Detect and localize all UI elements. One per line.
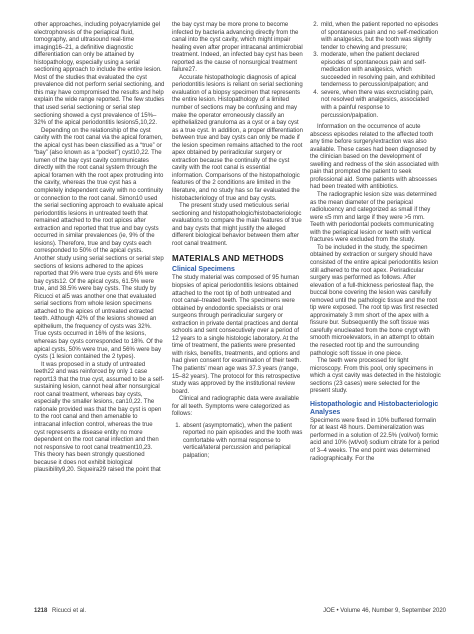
paragraph: other approaches, including polyacrylamide gel electrophoresis of the periapical fluid, tomography, and ultrasound real-time imaging16–21, a definitive diagnostic differentiation can only be attained by histopathology, especially using a serial sectioning approach to include the entire lesion. Most of the studies that evaluated the cyst prevalence did not perform serial sectioning, and this may have compromised the results and help explain the wide range reported. The few studies that used serial sectioning or serial step sectioning showed a cyst prevalence of 15%–32% of the apical periodontitis lesions5,10,22.: [34, 22, 165, 127]
footer-journal-info: JOE • Volume 46, Number 9, September 2020: [323, 608, 446, 614]
running-author: Ricucci et al.: [52, 608, 87, 614]
left-column: [34, 22, 165, 475]
paragraph: The radiographic lesion size was determined as the mean diameter of the periapical radiolucency and categorized as small if they were ≤5 mm and large if they were >5 mm. Teeth with periodontal pockets communicating with the periapical lesion or teeth with vertical fractures were excluded from the study.: [310, 192, 437, 244]
list-item: 3. moderate, when the patient declared episodes of spontaneous pain and self-medication with analgesics, which succeeded in resolving pain, and exhibited tenderness to percussion/palpation; and: [320, 52, 441, 90]
paragraph: The present study used meticulous serial sectioning and histopathologic/histobacteriologic evaluations to compare the main features of true and bay cysts that might justify the alleged different biological behavior between them after root canal treatment.: [172, 203, 302, 247]
paragraph: the bay cyst may be more prone to become infected by bacteria advancing directly from the canal into the cyst cavity, which might impair healing even after proper intracanal antimicrobial treatment. Indeed, an infected bay cyst has been reported as the cause of nonsurgical treatment failure27.: [172, 22, 303, 74]
right-column: [310, 22, 441, 463]
list-item: 1. absent (asymptomatic), when the patient reported no pain episodes and the tooth was comfortable with normal response to vertical/lateral percussion and periapical palpation;: [182, 423, 303, 461]
list-item: 2. mild, when the patient reported no episodes of spontaneous pain and no self-medication with analgesics, but the tooth was slightly tender to chewing and pressure;: [320, 22, 441, 52]
paragraph: To be included in the study, the specimen obtained by extraction or surgery should have consisted of the entire apical periodontitis lesion still adhered to the root apex. Periradicular surgery was performed as follows. After elevation of a full-thickness periosteal flap, the buccal bone covering the lesion was carefully removed until the pathologic tissue and the root tip were exposed. The root tip was first resected approximately 3 mm short of the apex with a fissure bur. Subsequently the soft tissue was carefully enucleated from the bone crypt with smooth microelevators, in an attempt to obtain the resected root tip and the surrounding pathologic soft tissue in one piece.: [310, 244, 439, 357]
paragraph: The teeth were processed for light microscopy. From this pool, only specimens in which a cyst cavity was detected in the histologic sections (23 cases) were selected for the present study.: [310, 358, 441, 395]
symptom-list: [172, 423, 303, 461]
paragraph: Information on the occurrence of acute abscess episodes related to the affected tooth any time before surgery/extraction was also available. These cases had been diagnosed by the clinician based on the development of swelling and redness of the skin associated with pain that prompted the patient to seek professional aid. Some patients with abscesses had been treated with antibiotics.: [310, 124, 439, 191]
paragraph: Specimens were fixed in 10% buffered formalin for at least 48 hours. Demineralization was performed in a solution of 22.5% (vol/vol) formic acid and 10% (wt/vol) sodium citrate for a period of 3–4 weeks. The end point was determined radiographically. For the: [310, 417, 440, 462]
subsection-heading-clinical-specimens: Clinical Specimens: [172, 266, 235, 274]
paragraph: Accurate histopathologic diagnosis of apical periodontitis lesions is reliant on serial sectioning evaluation of a biopsy specimen that represents the entire lesion. Histopathology of a limited number of sections may be confusing and may make the operator erroneously classify an epithelialized granuloma as a cyst or a bay cyst as a true cyst. In addition, a proper differentiation between true and bay cysts can only be made if the lesion specimen remains attached to the root apex obtained by periradicular surgery or extraction because the continuity of the cyst cavity with the root canal is essential information. Comparisons of the histopathologic features of the 2 conditions are limited in the literature, and no study has so far evaluated the histobacteriology of true and bay cysts.: [172, 74, 303, 202]
section-heading-materials-methods: MATERIALS AND METHODS: [172, 254, 284, 264]
paragraph: Clinical and radiographic data were available for all teeth. Symptoms were categorized as follows:: [172, 396, 300, 418]
paragraph: It was proposed in a study of untreated teeth22 and was reinforced by only 1 case report13 that the true cyst, assumed to be a self-sustaining lesion, cannot heal after nonsurgical root canal treatment, whereas bay cysts, especially the smaller lesions, can10,22. The rationale provided was that the bay cyst is open to the root canal and then amenable to intracanal infection control, whereas the true cyst represents a disease entity no more dependent on the root canal infection and then not responsive to root canal treatment10,23. This theory has been strongly questioned because it does not exhibit biological plausibility9,20. Siqueira29 raised the point that: [34, 361, 165, 474]
subsection-heading-histopathologic-analyses: Histopathologic and Histobacteriologic Analyses: [310, 400, 439, 416]
footer-left: [34, 607, 86, 615]
page-number: 1218: [34, 608, 48, 614]
paragraph: The study material was composed of 95 human biopsies of apical periodontitis lesions obtained attached to the root tip of both untreated and root canal–treated teeth. The specimens were obtained by endodontic specialists or oral surgeons through periradicular surgery or extraction in private dental practices and dental schools and sent consecutively over a period of 12 years to a single histologic laboratory. At the time of treatment, the patients were presented with risks, benefits, treatments, and options and had given consent for examination of their teeth. The patients’ mean age was 37.3 years (range, 15–82 years). The protocol for this retrospective study was approved by the institutional review board.: [172, 275, 302, 395]
symptom-list-continued: [310, 22, 441, 120]
middle-column: [172, 22, 303, 461]
paragraph: Depending on the relationship of the cyst cavity with the root canal via the apical foramen, the apical cyst has been classified as a “true” or “bay” (also known as a “pocket”) cyst10,22. The lumen of the bay cyst cavity communicates directly with the root canal system through the apical foramen with the root apex protruding into the cavity, whereas the true cyst has a completely independent cavity with no continuity or connection to the root canal. Simon10 used the serial sectioning approach to evaluate apical periodontitis lesions in untreated teeth that remained attached to the root apices after extraction and reported that true and bay cysts occurred in similar prevalences (ie, 9% of the lesions). Therefore, true and bay cysts each corresponded to 50% of the apical cysts. Another study using serial sections or serial step sections of lesions adhered to the apices reported that 9% were true cysts and 6% were bay cysts12. Of the apical cysts, 61.5% were true, and 38.5% were bay cysts. The study by Ricucci et al5 was another one that evaluated serial sections from whole lesion specimens attached to the apices of untreated extracted teeth. Although 42% of the lesions showed an epithelium, the frequency of cysts was 32%. True cysts occurred in 16% of the lesions, whereas bay cysts corresponded to 18%. Of the apical cysts, 50% were true, and 56% were bay cysts (1 lesion contained the 2 types).: [34, 127, 164, 361]
list-item: 4. severe, when there was excruciating pain, not resolved with analgesics, associated with a painful response to percussion/palpation.: [320, 90, 441, 120]
